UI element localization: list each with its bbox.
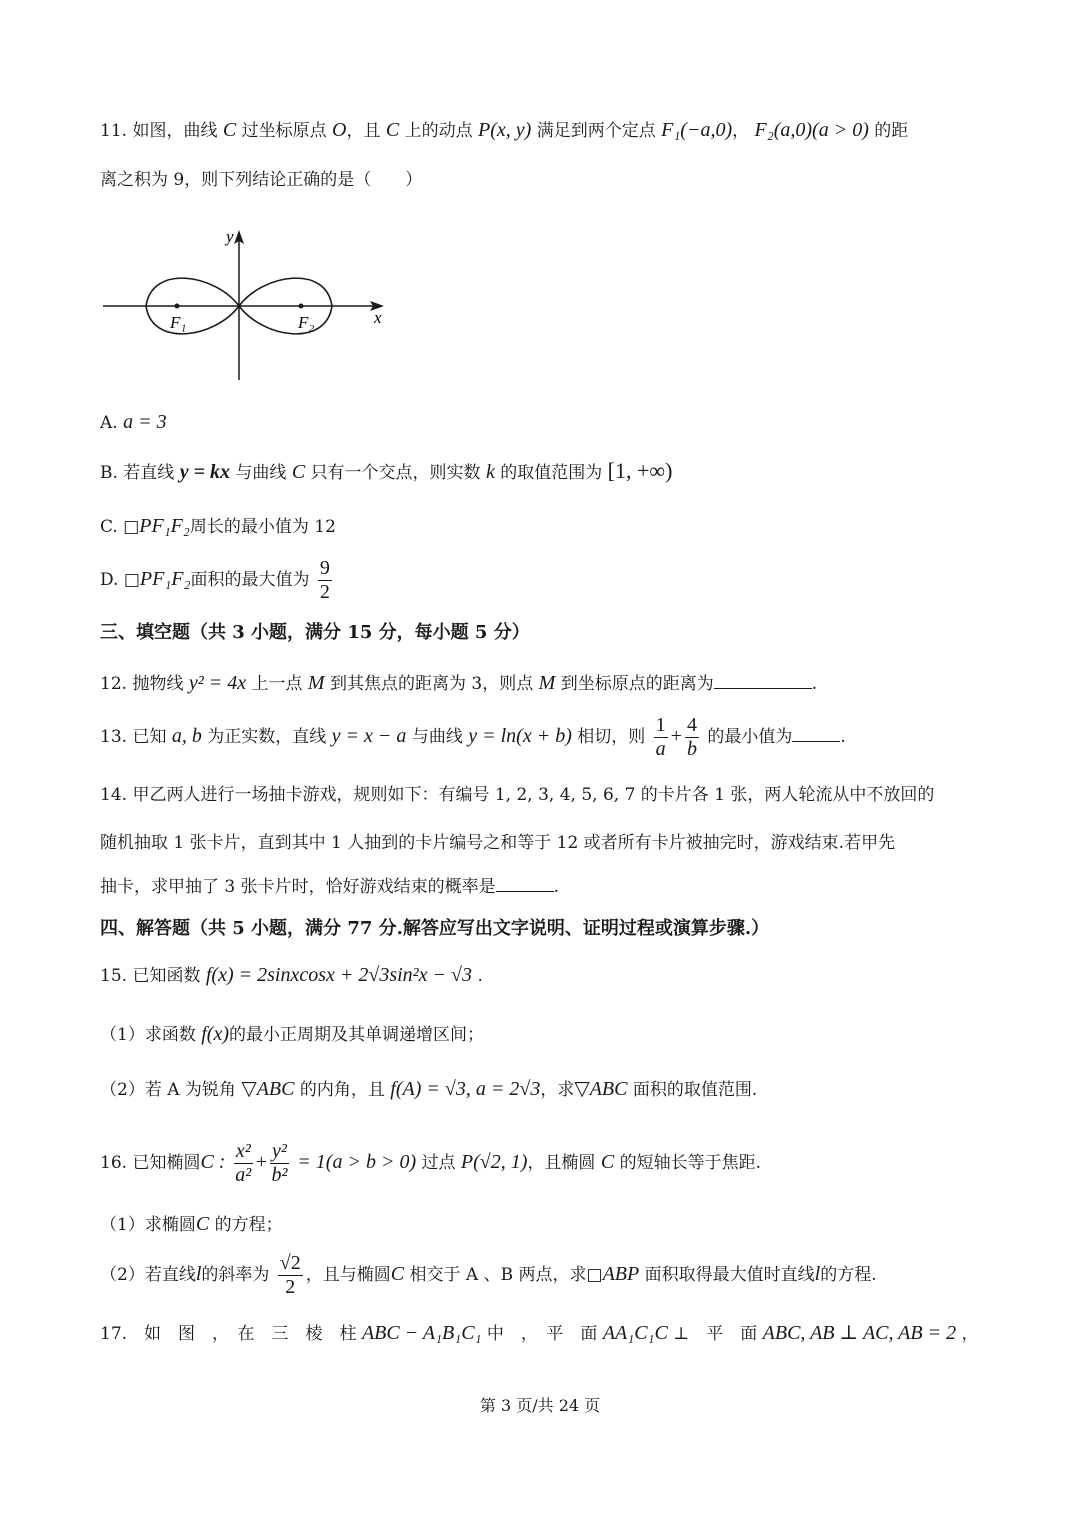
- text: 的斜率为: [201, 1265, 270, 1285]
- text: ，且椭圆: [527, 1153, 596, 1173]
- text: 中 ， 平 面: [486, 1324, 598, 1344]
- math: C: [390, 1263, 405, 1285]
- math: O: [332, 119, 347, 141]
- text: 的内角，且: [299, 1080, 385, 1100]
- q15-part2: [100, 1077, 757, 1101]
- denominator: 2: [285, 1276, 296, 1298]
- q16: [100, 1140, 761, 1187]
- text: 16. 已知椭圆: [100, 1153, 201, 1173]
- text: 的最小正周期及其单调递增区间；: [229, 1025, 484, 1045]
- math: a, b: [171, 725, 202, 747]
- text: A.: [100, 413, 118, 433]
- text: ，: [961, 1324, 979, 1344]
- denominator: a²: [235, 1164, 252, 1186]
- math: C: [291, 461, 306, 483]
- text: .: [840, 727, 846, 747]
- fraction: [270, 1140, 289, 1187]
- q17: [100, 1321, 978, 1345]
- text: （1）求椭圆: [100, 1215, 196, 1235]
- numerator: √2: [279, 1252, 301, 1274]
- f2-label: F₂: [298, 313, 315, 332]
- text: 相切，则: [577, 727, 646, 747]
- q14-line2: 随机抽取 1 张卡片，直到其中 1 人抽到的卡片编号之和等于 12 或者所有卡片被抽完时，游戏结束.若甲先: [100, 833, 896, 853]
- text: 面积取得最大值时直线: [644, 1265, 815, 1285]
- text: D. □: [100, 570, 140, 590]
- numerator: 9: [319, 557, 330, 579]
- text: （1）求函数: [100, 1025, 196, 1045]
- math: l: [814, 1263, 821, 1285]
- math: M: [307, 672, 325, 694]
- fraction: [318, 557, 332, 604]
- math: ABP: [602, 1263, 640, 1285]
- math: y = ln(x + b): [468, 725, 572, 747]
- q11-option-c: [100, 514, 336, 538]
- text: 过点: [421, 1153, 456, 1173]
- q12: [100, 671, 817, 695]
- math: [1, +∞): [607, 458, 673, 483]
- text: 只有一个交点，则实数: [310, 463, 481, 483]
- denominator: b: [686, 738, 697, 760]
- fraction: [685, 714, 699, 761]
- text: 15. 已知函数: [100, 966, 201, 986]
- text: 的最小值为: [707, 727, 793, 747]
- section-title-fill-in: 三、填空题（共 3 小题，满分 15 分，每小题 5 分）: [100, 622, 530, 643]
- q14-line1: 14. 甲乙两人进行一场抽卡游戏，规则如下：有编号 1, 2, 3, 4, 5, 6, 7 的卡片各 1 张，两人轮流从中不放回的: [100, 785, 935, 805]
- fraction: [654, 714, 668, 761]
- math: ABC − A₁B₁C₁: [361, 1322, 482, 1344]
- text: 面积的最大值为: [190, 570, 310, 590]
- math: l: [195, 1263, 202, 1285]
- math: y = kx: [179, 461, 230, 483]
- math: y² = 4x: [188, 672, 247, 694]
- math: P(x, y): [478, 119, 532, 141]
- denominator: 2: [319, 581, 330, 603]
- text: 与曲线: [411, 727, 463, 747]
- text: 到其焦点的距离为 3，则点: [330, 674, 534, 694]
- text: ，: [732, 121, 750, 141]
- answer-blank[interactable]: [496, 891, 554, 892]
- page-footer: 第 3 页/共 24 页: [479, 1396, 601, 1415]
- math: ▽ABC: [241, 1078, 295, 1100]
- answer-blank[interactable]: [714, 688, 812, 689]
- text: ，且与椭圆: [305, 1265, 391, 1285]
- math: C: [600, 1151, 615, 1173]
- text: 11. 如图，曲线: [100, 121, 218, 141]
- math: +: [255, 1151, 268, 1173]
- text: 的方程；: [214, 1215, 283, 1235]
- text: （2）若直线: [100, 1265, 196, 1285]
- text: C. □: [100, 517, 140, 537]
- text: .: [477, 966, 483, 986]
- text: 上的动点: [404, 121, 473, 141]
- text: 过坐标原点: [241, 121, 327, 141]
- section-title-solutions: 四、解答题（共 5 小题，满分 77 分.解答应写出文字说明、证明过程或演算步骤.）: [100, 918, 770, 939]
- math: PF₁F₂: [139, 568, 191, 590]
- math: C: [385, 119, 400, 141]
- math: +: [670, 725, 682, 747]
- math: f(x): [201, 1023, 229, 1045]
- q11-option-a: [100, 410, 167, 434]
- text: B. 若直线: [100, 463, 175, 483]
- text: 上一点: [251, 674, 303, 694]
- math: PF₁F₂: [139, 515, 190, 537]
- text: （2）若 A 为锐角: [100, 1080, 236, 1100]
- math: P(√2, 1): [460, 1151, 528, 1173]
- math: M: [538, 672, 556, 694]
- q16-part1: [100, 1212, 283, 1236]
- q13: [100, 714, 846, 761]
- focus-f1-point: [175, 304, 180, 309]
- x-axis-label: x: [374, 308, 382, 327]
- text: 的距: [874, 121, 909, 141]
- math: ABC, AB ⊥ AC, AB = 2: [762, 1322, 957, 1344]
- denominator: b²: [271, 1164, 288, 1186]
- text: 相交于 A 、B 两点，求□: [409, 1265, 603, 1285]
- f1-label: F₁: [170, 313, 187, 332]
- math: C: [222, 119, 237, 141]
- q11-option-b: [100, 458, 672, 484]
- answer-blank[interactable]: [792, 741, 840, 742]
- text: .: [553, 877, 560, 897]
- q14-line3: [100, 877, 559, 897]
- math: f(A) = √3, a = 2√3: [390, 1078, 541, 1100]
- math: a = 3: [123, 411, 167, 433]
- q11-line2: 离之积为 9，则下列结论正确的是（ ）: [100, 170, 423, 190]
- numerator: x²: [235, 1140, 251, 1162]
- text: .: [811, 674, 818, 694]
- denominator: a: [655, 738, 666, 760]
- text: ，且: [346, 121, 381, 141]
- q16-part2: [100, 1252, 877, 1299]
- q15-part1: [100, 1022, 484, 1046]
- math: C :: [200, 1151, 226, 1173]
- q11-option-d: [100, 557, 335, 604]
- q11-line1: [100, 118, 908, 142]
- numerator: 4: [686, 714, 697, 736]
- q15: [100, 963, 483, 987]
- lemniscate-figure: [98, 222, 398, 384]
- text: 到坐标原点的距离为: [560, 674, 714, 694]
- math: y = x − a: [331, 725, 407, 747]
- text: 的取值范围为: [500, 463, 603, 483]
- text: 与曲线: [235, 463, 287, 483]
- text: 周长的最小值为 12: [189, 517, 336, 537]
- numerator: 1: [655, 714, 666, 736]
- fraction: [234, 1140, 253, 1187]
- text: 满足到两个定点: [536, 121, 656, 141]
- text: ，求: [540, 1080, 575, 1100]
- math: AA₁C₁C: [602, 1322, 668, 1344]
- y-axis-label: y: [226, 227, 234, 246]
- text: 为正实数，直线: [207, 727, 327, 747]
- math: = 1(a > b > 0): [297, 1151, 417, 1173]
- math: F₁(−a,0): [661, 119, 733, 141]
- math: k: [485, 461, 495, 483]
- text: 抽卡，求甲抽了 3 张卡片时，恰好游戏结束的概率是: [100, 877, 496, 897]
- text: ⊥ 平 面: [673, 1324, 758, 1344]
- numerator: y²: [272, 1140, 287, 1162]
- math: F₂(a,0)(a > 0): [754, 119, 869, 141]
- text: 面积的取值范围.: [632, 1080, 758, 1100]
- text: 的方程.: [820, 1265, 877, 1285]
- text: 13. 已知: [100, 727, 167, 747]
- math: f(x) = 2sinxcosx + 2√3sin²x − √3: [205, 964, 473, 986]
- text: 12. 抛物线: [100, 674, 184, 694]
- focus-f2-point: [299, 304, 304, 309]
- text: 17. 如 图 ， 在 三 棱 柱: [100, 1324, 357, 1344]
- math: ▽ABC: [574, 1078, 628, 1100]
- math: C: [195, 1213, 210, 1235]
- text: 的短轴长等于焦距.: [619, 1153, 761, 1173]
- fraction: [278, 1252, 303, 1299]
